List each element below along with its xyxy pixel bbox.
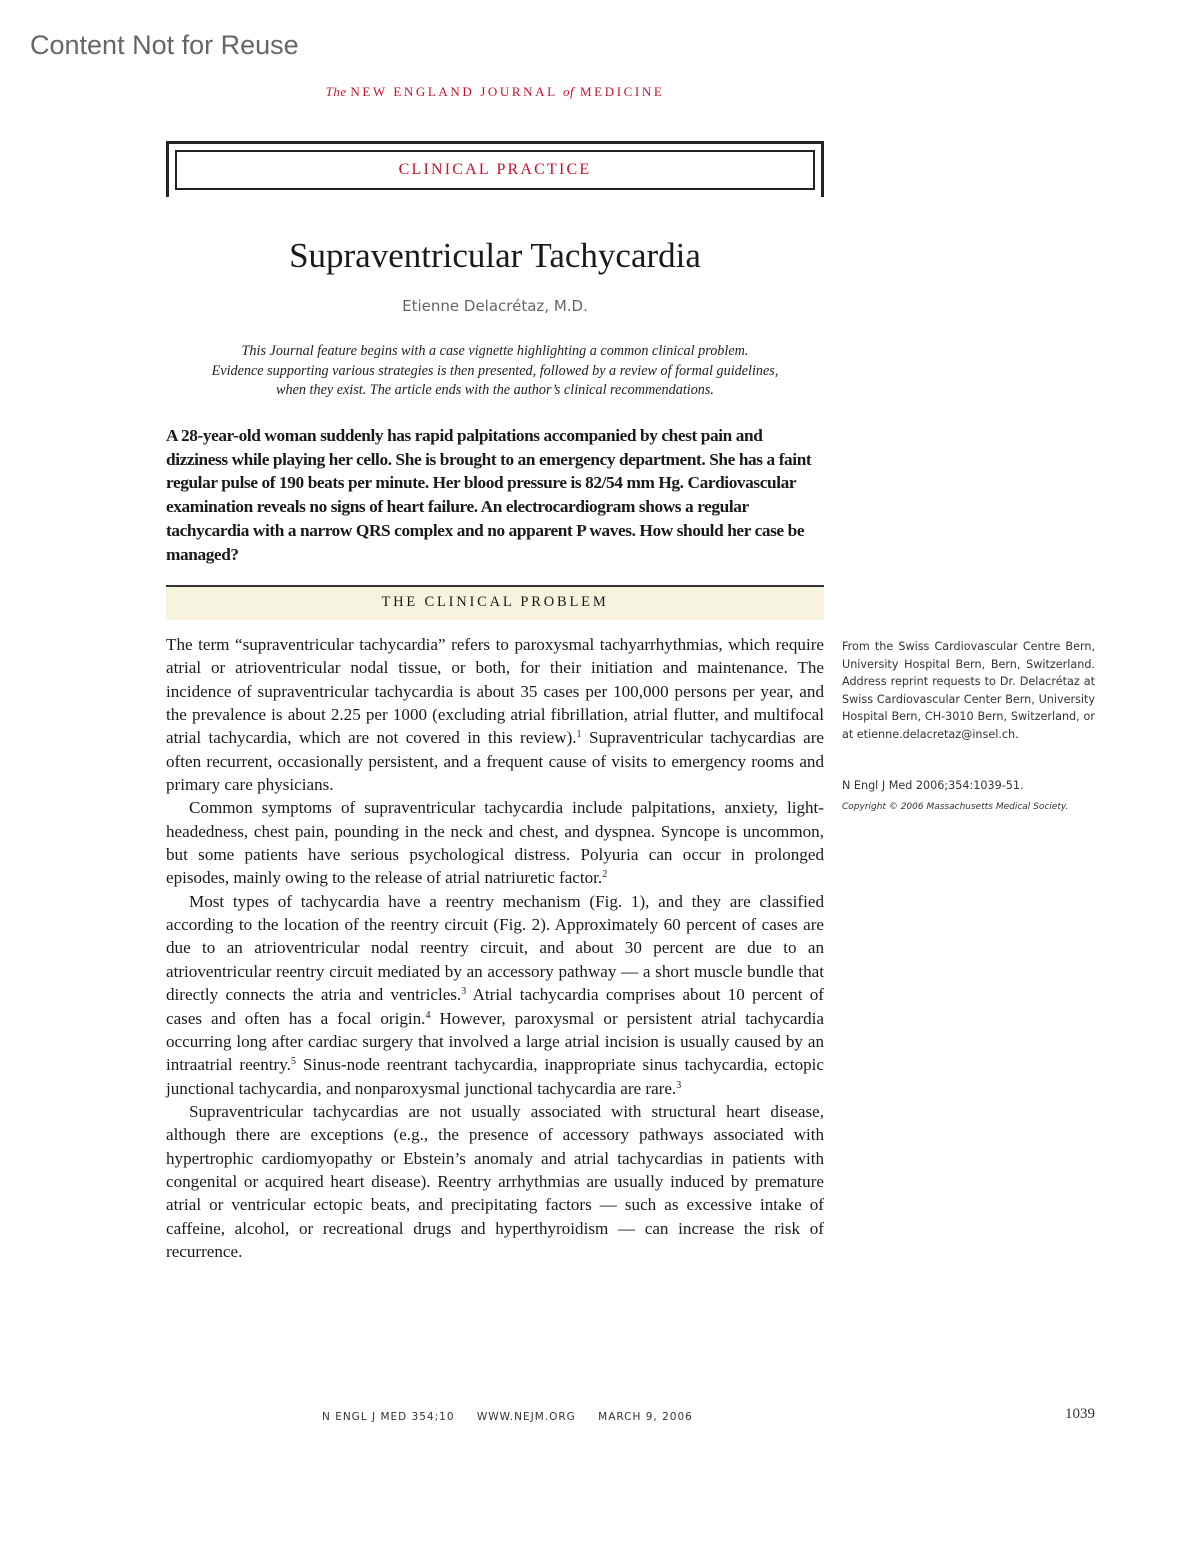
reference-marker[interactable]: 2 bbox=[602, 869, 608, 881]
article-body bbox=[166, 633, 824, 1263]
intro-line: This Journal feature begins with a case vignette highlighting a common clinical problem. bbox=[241, 343, 749, 359]
reference-marker[interactable]: 5 bbox=[290, 1056, 296, 1068]
footer-date: MARCH 9, 2006 bbox=[598, 1411, 693, 1423]
citation: N Engl J Med 2006;354:1039-51. bbox=[842, 779, 1024, 792]
body-paragraph: Supraventricular tachycardias are not usually associated with structural heart disease, although there are exceptions (e.g., the presence of accessory pathways associated with hypertrophic cardiomyopathy or Ebstein’s anomaly and atrial tachycardias in patients with congenital or acquired heart disease). Reentry arrhythmias are usually induced by premature atrial or ventricular ectopic beats, and precipitating factors — such as excessive intake of caffeine, alcohol, or recreational drugs and hyperthyroidism — can increase the risk of recurrence. bbox=[166, 1101, 824, 1261]
reference-marker[interactable]: 1 bbox=[576, 729, 582, 741]
reference-marker[interactable]: 3 bbox=[676, 1079, 682, 1091]
feature-intro bbox=[166, 342, 824, 401]
watermark-text: Content Not for Reuse bbox=[30, 30, 299, 60]
paragraph-text: Most types of tachycardia have a reentry mechanism (Fig. 1), and they are classified according to the location of the reentry circuit (Fig. 2). Approximately 60 percent of cases are due to an atrioventricular nodal reentry circuit, and about 30 percent are due to an atrioventricular reentry circuit mediated by an accessory pathway — a short muscle bundle that directly connects the atria and ventricles. bbox=[166, 891, 824, 1005]
case-vignette bbox=[166, 424, 824, 566]
page-footer bbox=[322, 1411, 711, 1423]
body-paragraph bbox=[166, 633, 824, 796]
footer-website[interactable]: WWW.NEJM.ORG bbox=[476, 1411, 576, 1423]
body-paragraph bbox=[166, 890, 824, 1100]
journal-running-head bbox=[0, 84, 990, 100]
running-head-medicine: MEDICINE bbox=[574, 84, 665, 99]
paragraph-text: The term “supraventricular tachycardia” refers to paroxysmal tachyarrhythmias, which require atrial or atrioventricular nodal tissue, or both, for their initiation and maintenance. The incidence of supraventricular tachycardia is about 35 cases per 100,000 persons per year, and the prevalence is about 2.25 per 1000 (excluding atrial fibrillation, atrial flutter, and multifocal atrial tachycardia, which are not covered in this review). bbox=[166, 635, 824, 748]
article-title: Supraventricular Tachycardia bbox=[289, 236, 701, 275]
body-paragraph bbox=[166, 796, 824, 889]
running-head-the: The bbox=[325, 84, 351, 99]
copyright: Copyright © 2006 Massachusetts Medical Society. bbox=[842, 802, 1069, 812]
author-affiliation: From the Swiss Cardiovascular Centre Bern, University Hospital Bern, Bern, Switzerland. Address reprint requests to Dr. Delacrétaz at Swiss Cardiovascular Center Bern, University Hospital Bern, CH-3010 Bern, Switzerland, or at etienne.delacretaz@insel.ch. bbox=[842, 640, 1095, 741]
paragraph-text: Sinus-node reentrant tachycardia, inappropriate sinus tachycardia, ectopic junctional tachycardia, and nonparoxysmal junctional tachycardia are rare. bbox=[166, 1055, 824, 1098]
paragraph-text: Common symptoms of supraventricular tachycardia include palpitations, anxiety, light-headedness, chest pain, pounding in the neck and chest, and dyspnea. Syncope is uncommon, but some patients have serious psychological distress. Polyuria can occur in prolonged episodes, mainly owing to the release of atrial natriuretic factor. bbox=[166, 798, 824, 888]
page-number: 1039 bbox=[1065, 1406, 1095, 1422]
section-label-box bbox=[166, 141, 824, 197]
section-label: CLINICAL PRACTICE bbox=[175, 150, 815, 190]
running-head-of: of bbox=[563, 84, 575, 99]
paragraph-text: However, paroxysmal or persistent atrial tachycardia occurring long after cardiac surgery that involved a large atrial incision is usually caused by an intraatrial reentry. bbox=[166, 1008, 825, 1075]
reference-marker[interactable]: 3 bbox=[461, 986, 467, 998]
footer-journal: N ENGL J MED 354;10 bbox=[322, 1411, 455, 1423]
article-author: Etienne Delacrétaz, M.D. bbox=[402, 297, 588, 315]
section-heading: THE CLINICAL PROBLEM bbox=[166, 585, 824, 620]
intro-line: when they exist. The article ends with the author’s clinical recommendations. bbox=[276, 382, 714, 398]
reference-marker[interactable]: 4 bbox=[425, 1009, 431, 1021]
paragraph-text: Atrial tachycardia comprises about 10 percent of cases and often has a focal origin. bbox=[166, 985, 824, 1028]
running-head-journal: NEW ENGLAND JOURNAL bbox=[350, 84, 564, 99]
intro-line: Evidence supporting various strategies is then presented, followed by a review of formal guidelines, bbox=[211, 362, 779, 379]
paragraph-text: Supraventricular tachycardias are often recurrent, occasionally persistent, and a frequent cause of visits to emergency rooms and primary care physicians. bbox=[166, 728, 824, 795]
vignette-text: A 28-year-old woman suddenly has rapid palpitations accompanied by chest pain and dizziness while playing her cello. She is brought to an emergency department. She has a faint regular pulse of 190 beats per minute. Her blood pressure is 82/54 mm Hg. Cardiovascular examination reveals no signs of heart failure. An electrocardiogram shows a regular tachycardia with a narrow QRS complex and no apparent P waves. How should her case be managed? bbox=[166, 426, 812, 564]
